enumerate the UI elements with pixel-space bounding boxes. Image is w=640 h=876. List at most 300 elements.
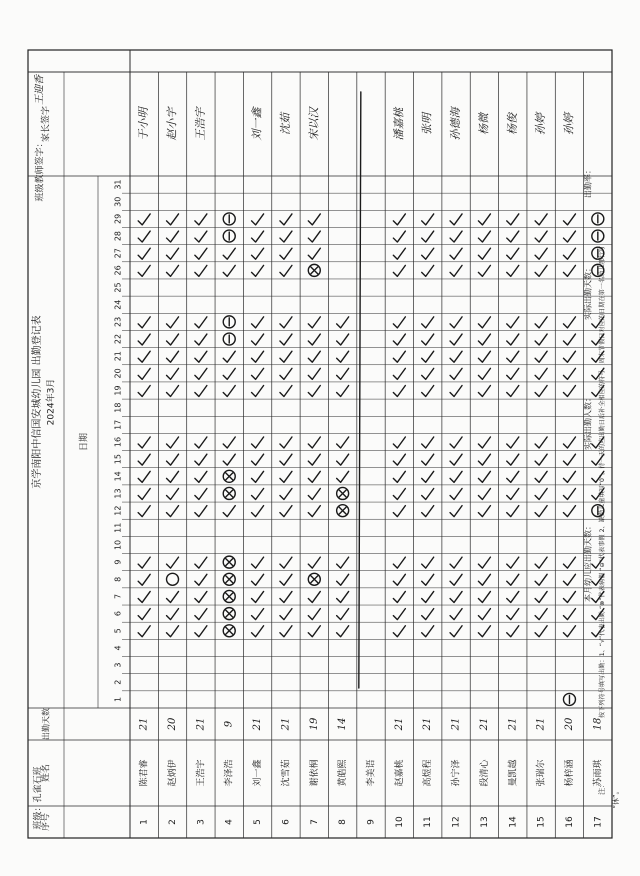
attendance-mark (138, 454, 150, 465)
check-mark (195, 248, 207, 259)
attendance-mark (167, 231, 179, 242)
check-mark (280, 437, 292, 448)
check-mark (450, 248, 462, 259)
attendance-mark (280, 488, 292, 499)
row-days: 20 (167, 717, 179, 731)
check-mark (507, 574, 519, 585)
attendance-mark (195, 265, 207, 276)
check-mark (535, 609, 547, 620)
attendance-mark (195, 574, 207, 585)
attendance-mark (450, 488, 462, 499)
check-mark (308, 248, 320, 259)
attendance-mark (478, 591, 490, 602)
row-no: 9 (366, 819, 377, 825)
day-number-11: 11 (113, 522, 123, 533)
attendance-mark (535, 231, 547, 242)
row-name: 曼凯越 (508, 759, 519, 787)
attendance-mark (223, 368, 235, 379)
attendance-mark (535, 626, 547, 637)
attendance-mark (167, 368, 179, 379)
attendance-mark (138, 214, 150, 225)
check-mark (478, 591, 490, 602)
check-mark (422, 248, 434, 259)
attendance-mark (138, 231, 150, 242)
check-mark (450, 231, 462, 242)
day-number-6: 6 (113, 611, 123, 617)
attendance-mark (535, 609, 547, 620)
attendance-mark (167, 626, 179, 637)
check-mark (563, 231, 575, 242)
attendance-mark (252, 214, 264, 225)
check-mark (337, 351, 349, 362)
check-mark (252, 591, 264, 602)
check-mark (422, 214, 434, 225)
row-no: 6 (281, 819, 292, 825)
attendance-mark (422, 626, 434, 637)
check-mark (535, 574, 547, 585)
attendance-mark (252, 317, 264, 328)
check-mark (535, 368, 547, 379)
attendance-mark (195, 386, 207, 397)
attendance-mark (422, 557, 434, 568)
attendance-mark (507, 248, 519, 259)
check-mark (393, 265, 405, 276)
attendance-mark (422, 351, 434, 362)
attendance-mark (337, 574, 349, 585)
attendance-mark (563, 386, 575, 397)
attendance-mark (563, 557, 575, 568)
attendance-mark (138, 317, 150, 328)
row-parent-sign: 孙婷 (534, 113, 548, 135)
attendance-mark (478, 386, 490, 397)
attendance-mark (337, 368, 349, 379)
check-mark (195, 231, 207, 242)
attendance-mark (563, 231, 575, 242)
attendance-mark (563, 454, 575, 465)
sick-mark-x (226, 627, 233, 634)
check-mark (450, 437, 462, 448)
check-mark (450, 334, 462, 345)
check-mark (393, 214, 405, 225)
attendance-mark (393, 557, 405, 568)
check-mark (195, 609, 207, 620)
attendance-mark (167, 454, 179, 465)
attendance-mark (167, 557, 179, 568)
day-number-29: 29 (113, 213, 123, 224)
attendance-mark (138, 386, 150, 397)
attendance-mark (592, 230, 604, 242)
check-mark (195, 351, 207, 362)
check-mark (393, 626, 405, 637)
check-mark (252, 557, 264, 568)
attendance-mark (507, 231, 519, 242)
attendance-mark (138, 557, 150, 568)
check-mark (478, 231, 490, 242)
attendance-mark (422, 317, 434, 328)
attendance-mark (507, 368, 519, 379)
attendance-mark (308, 264, 320, 276)
attendance-mark (563, 693, 575, 705)
check-mark (195, 471, 207, 482)
attendance-mark (507, 471, 519, 482)
attendance-mark (422, 231, 434, 242)
attendance-mark (563, 574, 575, 585)
attendance-mark (195, 488, 207, 499)
attendance-mark (280, 591, 292, 602)
attendance-mark (223, 386, 235, 397)
check-mark (422, 317, 434, 328)
attendance-mark (195, 454, 207, 465)
attendance-mark (308, 334, 320, 345)
check-mark (507, 626, 519, 637)
check-mark (535, 351, 547, 362)
attendance-mark (422, 591, 434, 602)
row-parent-sign: 杨微 (477, 113, 491, 135)
check-mark (422, 334, 434, 345)
check-mark (507, 557, 519, 568)
attendance-mark (337, 351, 349, 362)
check-mark (507, 214, 519, 225)
attendance-mark (563, 368, 575, 379)
attendance-mark (223, 470, 235, 482)
check-mark (478, 557, 490, 568)
footer-expected: 本月幼儿应出勤天数： (583, 522, 593, 602)
check-mark (450, 351, 462, 362)
attendance-mark (393, 368, 405, 379)
check-mark (308, 437, 320, 448)
attendance-mark (195, 437, 207, 448)
check-mark (478, 609, 490, 620)
attendance-mark (308, 248, 320, 259)
attendance-mark (223, 556, 235, 568)
attendance-mark (138, 506, 150, 517)
check-mark (535, 231, 547, 242)
check-mark (308, 214, 320, 225)
attendance-mark (195, 506, 207, 517)
attendance-mark (252, 557, 264, 568)
check-mark (223, 386, 235, 397)
row-no: 15 (536, 816, 547, 828)
day-number-17: 17 (113, 419, 123, 430)
check-mark (563, 437, 575, 448)
attendance-mark (422, 574, 434, 585)
check-mark (422, 506, 434, 517)
day-number-2: 2 (113, 679, 123, 685)
check-mark (535, 591, 547, 602)
check-mark (563, 265, 575, 276)
attendance-mark (223, 608, 235, 620)
check-mark (252, 437, 264, 448)
check-mark (478, 626, 490, 637)
attendance-mark (450, 334, 462, 345)
check-mark (507, 386, 519, 397)
attendance-mark (450, 231, 462, 242)
attendance-mark (563, 317, 575, 328)
attendance-mark (507, 351, 519, 362)
attendance-mark (422, 437, 434, 448)
check-mark (280, 248, 292, 259)
attendance-mark (252, 626, 264, 637)
check-mark (450, 574, 462, 585)
attendance-mark (195, 248, 207, 259)
check-mark (450, 506, 462, 517)
check-mark (252, 317, 264, 328)
check-mark (167, 488, 179, 499)
attendance-mark (450, 506, 462, 517)
attendance-mark (167, 488, 179, 499)
check-mark (308, 488, 320, 499)
attendance-mark (478, 214, 490, 225)
check-mark (422, 351, 434, 362)
attendance-mark (450, 351, 462, 362)
check-mark (478, 574, 490, 585)
check-mark (535, 214, 547, 225)
header-parent: 家长签字 (41, 105, 52, 143)
check-mark (422, 574, 434, 585)
check-mark (252, 334, 264, 345)
check-mark (478, 265, 490, 276)
check-mark (280, 231, 292, 242)
check-mark (507, 351, 519, 362)
attendance-mark (450, 368, 462, 379)
row-days: 21 (535, 717, 547, 731)
attendance-mark (478, 334, 490, 345)
row-parent-sign: 孙德海 (449, 107, 463, 141)
sick-mark-x (226, 490, 233, 497)
row-name: 王浩宇 (196, 759, 207, 787)
day-number-7: 7 (113, 593, 123, 599)
attendance-mark (563, 506, 575, 517)
attendance-mark (308, 351, 320, 362)
attendance-mark (223, 351, 235, 362)
attendance-mark (252, 506, 264, 517)
check-mark (167, 626, 179, 637)
form-month: 2024年3月 (46, 378, 57, 426)
attendance-mark (592, 213, 604, 225)
attendance-mark (450, 214, 462, 225)
day-number-23: 23 (113, 316, 123, 327)
attendance-mark (393, 351, 405, 362)
attendance-mark (393, 471, 405, 482)
check-mark (167, 591, 179, 602)
attendance-mark (535, 557, 547, 568)
check-mark (167, 334, 179, 345)
check-mark (167, 351, 179, 362)
attendance-mark (535, 506, 547, 517)
attendance-mark (138, 334, 150, 345)
row-no: 13 (479, 816, 490, 828)
attendance-mark (393, 386, 405, 397)
attendance-mark (535, 248, 547, 259)
attendance-mark (280, 471, 292, 482)
check-mark (167, 231, 179, 242)
check-mark (308, 386, 320, 397)
check-mark (138, 317, 150, 328)
check-mark (195, 557, 207, 568)
attendance-mark (337, 471, 349, 482)
row-name: 李泽浩 (224, 759, 235, 787)
attendance-mark (535, 591, 547, 602)
attendance-mark (337, 454, 349, 465)
attendance-mark (195, 334, 207, 345)
check-mark (252, 248, 264, 259)
attendance-mark (450, 317, 462, 328)
attendance-mark (138, 248, 150, 259)
check-mark (308, 334, 320, 345)
check-mark (223, 265, 235, 276)
check-mark (167, 265, 179, 276)
class-label: 班级：孔雀石班 (33, 766, 44, 830)
attendance-mark (478, 368, 490, 379)
attendance-mark (337, 334, 349, 345)
row-name: 陈君睿 (139, 759, 150, 787)
check-mark (252, 351, 264, 362)
check-mark (563, 454, 575, 465)
check-mark (422, 488, 434, 499)
row-name: 李美语 (366, 759, 377, 787)
check-mark (195, 317, 207, 328)
attendance-mark (195, 626, 207, 637)
attendance-mark (195, 214, 207, 225)
check-mark (138, 248, 150, 259)
check-mark (138, 591, 150, 602)
header-no: 序号 (41, 812, 52, 832)
row-parent-sign: 刘一鑫 (250, 107, 264, 141)
row-days: 14 (337, 717, 349, 731)
attendance-mark (478, 626, 490, 637)
sick-mark-x (226, 559, 233, 566)
attendance-mark (223, 590, 235, 602)
attendance-mark (478, 317, 490, 328)
attendance-mark (393, 609, 405, 620)
attendance-mark (563, 248, 575, 259)
attendance-mark (563, 471, 575, 482)
attendance-mark (450, 248, 462, 259)
attendance-mark (507, 334, 519, 345)
sick-mark-x (226, 473, 233, 480)
attendance-mark (535, 351, 547, 362)
check-mark (138, 574, 150, 585)
attendance-mark (138, 471, 150, 482)
check-mark (507, 506, 519, 517)
check-mark (563, 574, 575, 585)
day-number-5: 5 (113, 628, 123, 634)
check-mark (450, 591, 462, 602)
attendance-mark (138, 351, 150, 362)
check-mark (393, 368, 405, 379)
check-mark (308, 317, 320, 328)
check-mark (167, 214, 179, 225)
attendance-mark (167, 573, 179, 585)
check-mark (167, 609, 179, 620)
attendance-mark (507, 214, 519, 225)
check-mark (478, 488, 490, 499)
check-mark (280, 557, 292, 568)
sick-mark-x (226, 593, 233, 600)
day-number-24: 24 (113, 299, 123, 310)
attendance-mark (393, 437, 405, 448)
check-mark (450, 471, 462, 482)
check-mark (535, 471, 547, 482)
check-mark (252, 454, 264, 465)
absent-mark (167, 573, 179, 585)
check-mark (308, 609, 320, 620)
check-mark (195, 265, 207, 276)
check-mark (422, 557, 434, 568)
sick-mark-x (339, 490, 346, 497)
row-no: 2 (168, 819, 179, 825)
attendance-mark (252, 351, 264, 362)
attendance-mark (337, 487, 349, 499)
sick-mark-x (311, 576, 318, 583)
row-no: 4 (224, 819, 235, 825)
check-mark (195, 386, 207, 397)
attendance-mark (138, 591, 150, 602)
check-mark (450, 488, 462, 499)
check-mark (167, 506, 179, 517)
row-days: 20 (563, 717, 575, 731)
attendance-mark (308, 214, 320, 225)
attendance-mark (223, 230, 235, 242)
attendance-mark (535, 386, 547, 397)
footer-note-1: 按下列符号填写出勤：1、“√”代表出勤 “⊗”代表病假 “⊖”代表事假 2、缺勤儿童填写“0”。待一天的应出勤日后补全相应的符号。周末节假日对应的日期在第一名幼儿那行写 (599, 245, 606, 719)
attendance-mark (308, 437, 320, 448)
day-number-16: 16 (113, 436, 123, 448)
check-mark (167, 386, 179, 397)
attendance-mark (167, 609, 179, 620)
check-mark (507, 231, 519, 242)
check-mark (393, 231, 405, 242)
attendance-mark (167, 351, 179, 362)
check-mark (393, 609, 405, 620)
attendance-mark (308, 488, 320, 499)
attendance-mark (223, 248, 235, 259)
check-mark (393, 437, 405, 448)
attendance-mark (280, 386, 292, 397)
day-number-26: 26 (113, 265, 123, 276)
check-mark (337, 591, 349, 602)
check-mark (507, 317, 519, 328)
check-mark (195, 626, 207, 637)
attendance-mark (223, 213, 235, 225)
footer-note-2: “休”。 (612, 787, 620, 809)
check-mark (138, 454, 150, 465)
attendance-mark (308, 573, 320, 585)
attendance-mark (422, 386, 434, 397)
check-mark (393, 574, 405, 585)
day-number-30: 30 (113, 196, 123, 207)
row-days: 21 (422, 717, 434, 731)
attendance-mark (252, 591, 264, 602)
check-mark (280, 351, 292, 362)
attendance-mark (422, 488, 434, 499)
attendance-mark (252, 248, 264, 259)
attendance-mark (535, 574, 547, 585)
check-mark (450, 214, 462, 225)
check-mark (478, 368, 490, 379)
check-mark (450, 386, 462, 397)
check-mark (535, 557, 547, 568)
check-mark (337, 368, 349, 379)
attendance-mark (167, 471, 179, 482)
form-title: 京学南阳中信国安城幼儿园 出勤登记表 (32, 315, 43, 489)
attendance-mark (393, 265, 405, 276)
day-number-1: 1 (113, 696, 123, 702)
check-mark (167, 471, 179, 482)
day-number-19: 19 (113, 385, 123, 396)
row-parent-sign: 孙婷 (562, 113, 576, 135)
check-mark (337, 454, 349, 465)
